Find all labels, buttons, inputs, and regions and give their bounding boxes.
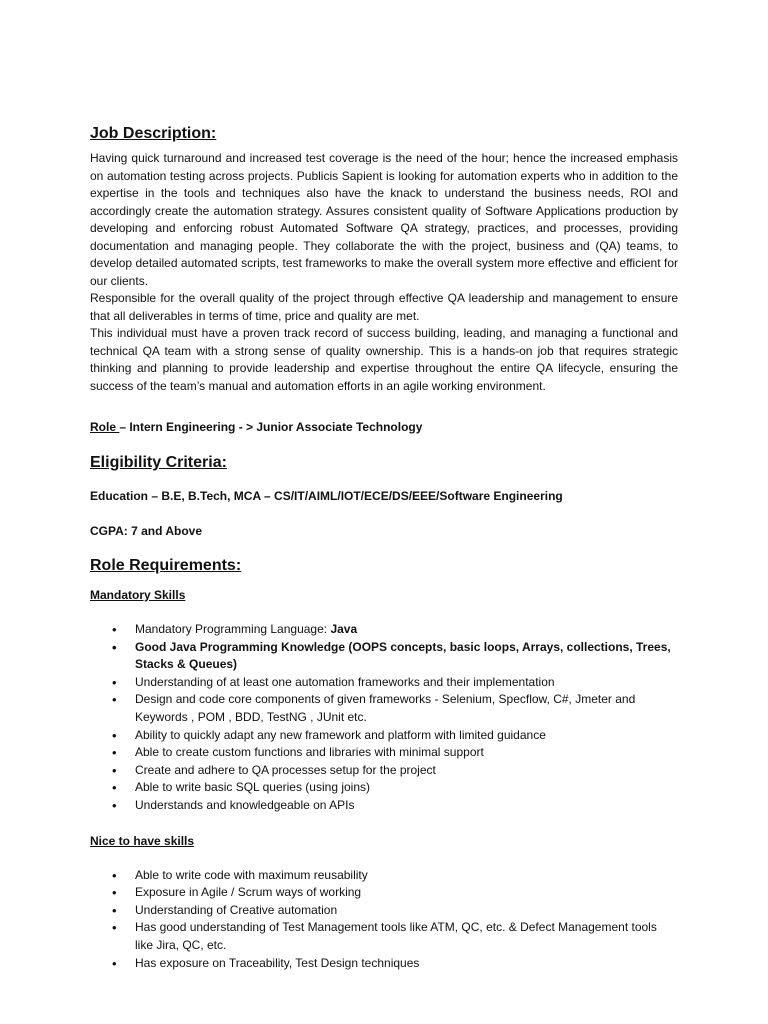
list-item: • Design and code core components of given frameworks - Selenium, Specflow, C#, Jmeter and Keywords , POM , BDD, TestNG , JUnit etc. <box>90 691 678 726</box>
list-item: • Ability to quickly adapt any new framework and platform with limited guidance <box>90 727 678 745</box>
role-label: Role <box>90 420 120 434</box>
mandatory-language-label: Mandatory Programming Language: <box>135 622 331 636</box>
cgpa-line: CGPA: 7 and Above <box>90 524 203 538</box>
job-description-paragraph-2: Responsible for the overall quality of the project through effective QA leadership and management to ensure that all deliverables in terms of time, price and quality are met. <box>90 291 678 323</box>
list-item: • Understanding of Creative automation <box>90 902 678 920</box>
education-line: Education – B.E, B.Tech, MCA – CS/IT/AIML/IOT/ECE/DS/EEE/Software Engineering <box>90 489 563 503</box>
role-requirements-heading: Role Requirements: <box>90 557 242 574</box>
list-item: • Able to create custom functions and libraries with minimal support <box>90 744 678 762</box>
list-item <box>90 621 678 639</box>
list-item: • Good Java Programming Knowledge (OOPS concepts, basic loops, Arrays, collections, Trees, Stacks & Queues) <box>90 639 678 674</box>
list-item: • Exposure in Agile / Scrum ways of working <box>90 884 678 902</box>
list-item: • Able to write basic SQL queries (using joins) <box>90 779 678 797</box>
job-description-paragraph-1: Having quick turnaround and increased test coverage is the need of the hour; hence the increased emphasis on automation testing across projects. Publicis Sapient is looking for automation experts who in addition to the expertise in the tools and techniques also have the knack to understand the business needs, ROI and accordingly create the automation strategy. Assures consistent quality of Software Applications production by developing and enforcing robust Automated Software QA strategy, practices, and processes, providing documentation and managing people. They collaborate the with the project, business and (QA) teams, to develop detailed automated scripts, test frameworks to make the overall system more effective and efficient for our clients. <box>90 151 678 288</box>
job-description-heading: Job Description: <box>90 125 217 142</box>
list-item: • Has exposure on Traceability, Test Design techniques <box>90 955 678 973</box>
list-item: • Has good understanding of Test Management tools like ATM, QC, etc. & Defect Management tools like Jira, QC, etc. <box>90 919 678 954</box>
document-page <box>90 124 678 972</box>
role-value: – Intern Engineering - > Junior Associate Technology <box>119 420 423 434</box>
list-item: • Able to write code with maximum reusability <box>90 867 678 885</box>
eligibility-heading: Eligibility Criteria: <box>90 454 227 471</box>
mandatory-skills-list <box>90 621 678 815</box>
role-line <box>90 419 678 436</box>
list-item: • Create and adhere to QA processes setup for the project <box>90 762 678 780</box>
list-item: • Understands and knowledgeable on APIs <box>90 797 678 815</box>
list-item: • Understanding of at least one automation frameworks and their implementation <box>90 674 678 692</box>
job-description-paragraph-3: This individual must have a proven track record of success building, leading, and managing a functional and technical QA team with a strong sense of quality ownership. This is a hands-on job that requires strategic thinking and planning to provide leadership and expertise throughout the entire QA lifecycle, ensuring the success of the team’s manual and automation efforts in an agile working environment. <box>90 326 678 393</box>
nice-to-have-heading: Nice to have skills <box>90 833 195 848</box>
nice-to-have-list <box>90 867 678 973</box>
mandatory-language-value: Java <box>330 622 358 636</box>
mandatory-skills-heading: Mandatory Skills <box>90 588 186 602</box>
